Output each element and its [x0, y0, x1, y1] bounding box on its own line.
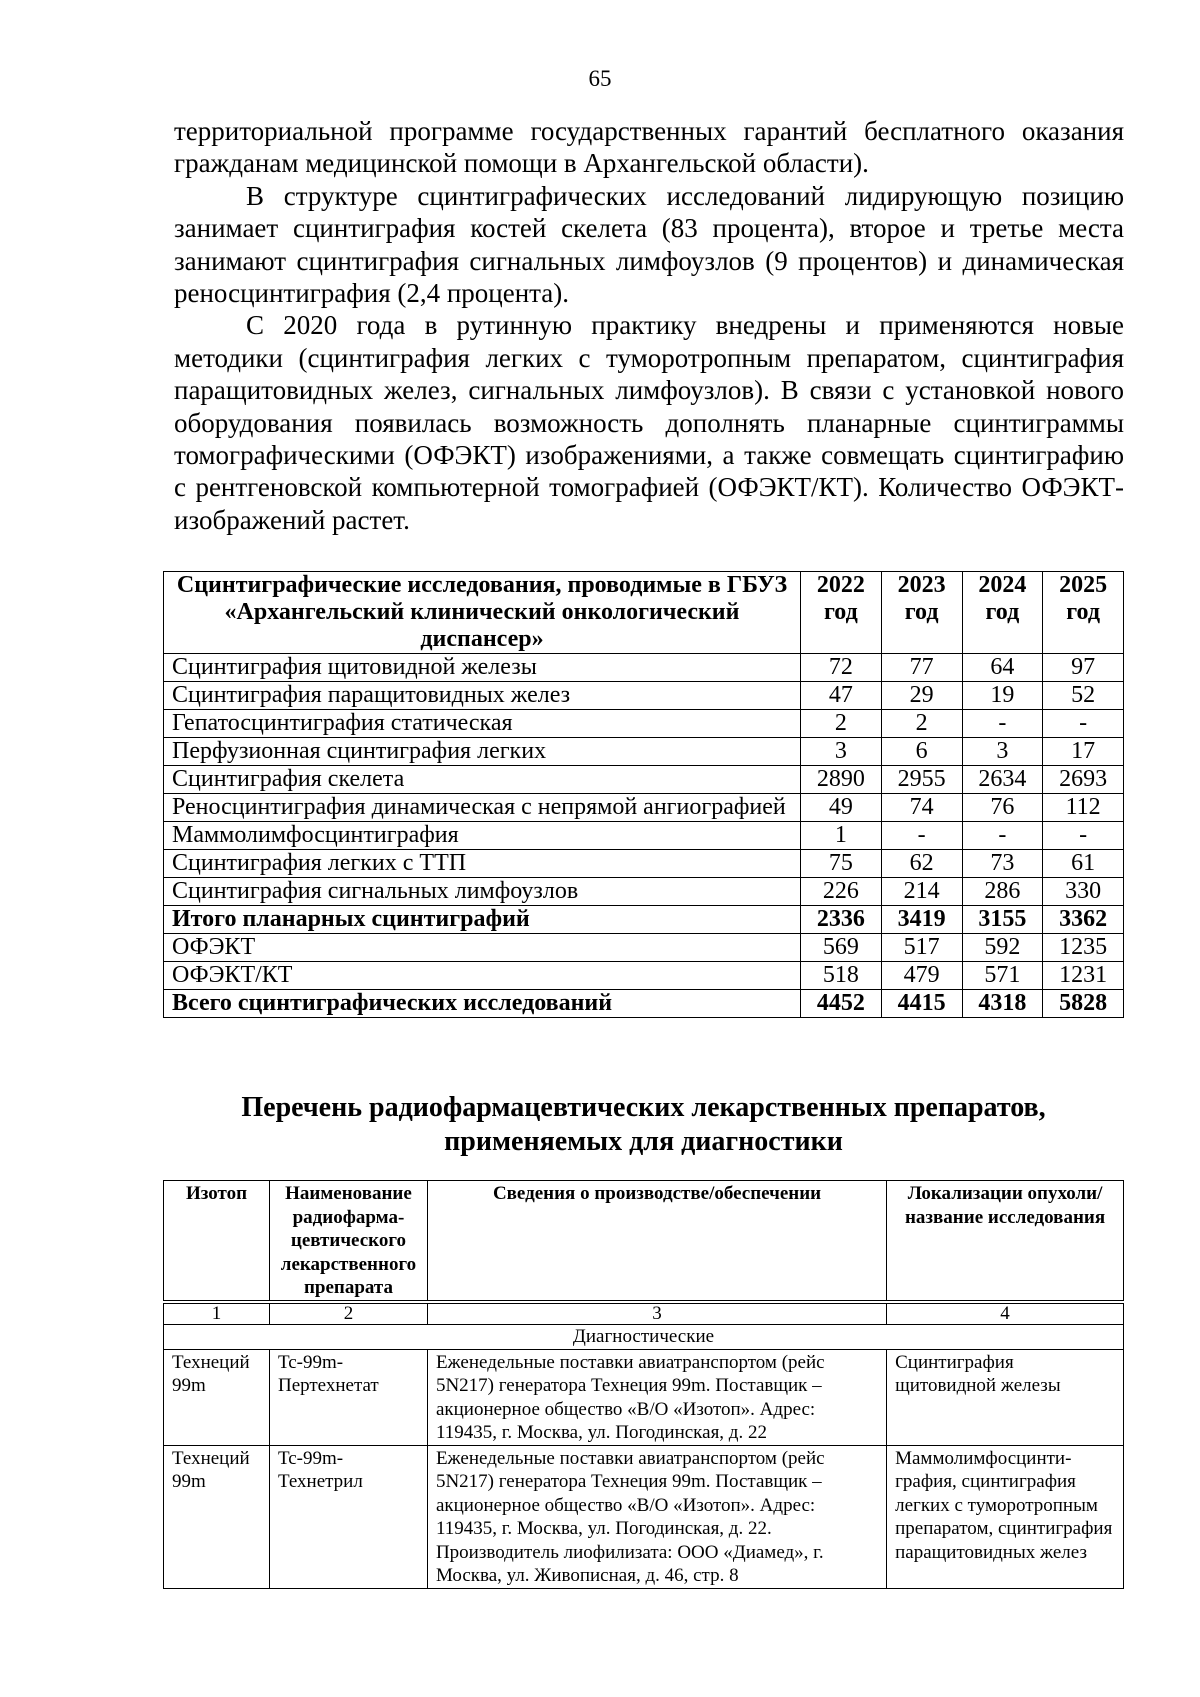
page-number: 65: [588, 66, 612, 91]
header-cell: Сцинтиграфические исследования, проводимые в ГБУЗ «Архангельский клинический онкологический диспансер»: [164, 572, 801, 654]
table-row: [164, 906, 1124, 934]
table-row: [164, 990, 1124, 1018]
value-cell: 2336: [801, 906, 882, 934]
value-cell: 1235: [1043, 934, 1124, 962]
table-row: [164, 850, 1124, 878]
value-cell: 29: [881, 682, 962, 710]
header-cell: 2022 год: [801, 572, 882, 654]
value-cell: 97: [1043, 654, 1124, 682]
table-row: [164, 794, 1124, 822]
value-cell: -: [962, 822, 1043, 850]
table-row: [164, 962, 1124, 990]
value-cell: 47: [801, 682, 882, 710]
header-cell: Наименование радиофарма-цевтического лекарственного препарата: [269, 1181, 427, 1301]
value-cell: 17: [1043, 738, 1124, 766]
value-cell: 517: [881, 934, 962, 962]
value-cell: 4318: [962, 990, 1043, 1018]
row-label: Сцинтиграфия щитовидной железы: [164, 654, 801, 682]
value-cell: 286: [962, 878, 1043, 906]
row-label: Гепатосцинтиграфия статическая: [164, 710, 801, 738]
value-cell: 330: [1043, 878, 1124, 906]
column-number-row: [164, 1303, 1124, 1324]
value-cell: 1231: [1043, 962, 1124, 990]
value-cell: 3: [962, 738, 1043, 766]
row-label: Маммолимфосцинтиграфия: [164, 822, 801, 850]
cell-isotope: Технеций 99m: [164, 1349, 270, 1445]
value-cell: 74: [881, 794, 962, 822]
cell-isotope: Технеций 99m: [164, 1445, 270, 1588]
header-cell: 2023 год: [881, 572, 962, 654]
value-cell: 4415: [881, 990, 962, 1018]
section-row: [164, 1324, 1124, 1349]
value-cell: 3155: [962, 906, 1043, 934]
value-cell: -: [962, 710, 1043, 738]
value-cell: 75: [801, 850, 882, 878]
value-cell: 3: [801, 738, 882, 766]
table-row: [164, 934, 1124, 962]
column-number: 4: [887, 1303, 1124, 1324]
row-label: Сцинтиграфия паращитовидных желез: [164, 682, 801, 710]
paragraph: В структуре сцинтиграфических исследований лидирующую позицию занимает сцинтиграфия костей скелета (83 процента), второе и третье места занимают сцинтиграфия сигнальных лимфоузлов (9 процентов) и динамическая реносцинтиграфия (2,4 процента).: [174, 180, 1124, 309]
value-cell: -: [881, 822, 962, 850]
value-cell: 3419: [881, 906, 962, 934]
table-header-row: [164, 572, 1124, 654]
value-cell: 518: [801, 962, 882, 990]
value-cell: 2890: [801, 766, 882, 794]
cell-supply: Еженедельные поставки авиатранспортом (рейс 5N217) генератора Технеция 99m. Поставщик – акционерное общество «В/О «Изотоп». Адрес: 119435, г. Москва, ул. Погодинская, д. 22. Производитель лиофилизата: ООО «Диамед», г. Москва, ул. Живописная, д. 46, стр. 8: [427, 1445, 886, 1588]
value-cell: 3362: [1043, 906, 1124, 934]
cell-supply: Еженедельные поставки авиатранспортом (рейс 5N217) генератора Технеция 99m. Поставщик – акционерное общество «В/О «Изотоп». Адрес: 119435, г. Москва, ул. Погодинская, д. 22: [427, 1349, 886, 1445]
header-cell: Локализации опухоли/ название исследования: [887, 1181, 1124, 1301]
value-cell: 61: [1043, 850, 1124, 878]
value-cell: 4452: [801, 990, 882, 1018]
table-row: [164, 738, 1124, 766]
section-label: Диагностические: [164, 1324, 1124, 1349]
value-cell: 6: [881, 738, 962, 766]
row-label: Всего сцинтиграфических исследований: [164, 990, 801, 1018]
value-cell: 112: [1043, 794, 1124, 822]
value-cell: 2693: [1043, 766, 1124, 794]
row-label: Сцинтиграфия сигнальных лимфоузлов: [164, 878, 801, 906]
cell-drug: Tc-99m-Пертехнетат: [269, 1349, 427, 1445]
row-label: Сцинтиграфия скелета: [164, 766, 801, 794]
table-row: [164, 878, 1124, 906]
value-cell: 76: [962, 794, 1043, 822]
table-row: [164, 654, 1124, 682]
value-cell: -: [1043, 822, 1124, 850]
row-label: Реносцинтиграфия динамическая с непрямой ангиографией: [164, 794, 801, 822]
header-cell: 2024 год: [962, 572, 1043, 654]
list-title-line: применяемых для диагностики: [444, 1126, 843, 1157]
value-cell: 592: [962, 934, 1043, 962]
value-cell: 2: [801, 710, 882, 738]
row-label: ОФЭКТ/КТ: [164, 962, 801, 990]
row-label: Итого планарных сцинтиграфий: [164, 906, 801, 934]
scintigraphy-table: [163, 571, 1124, 1018]
table-row: [164, 682, 1124, 710]
value-cell: 49: [801, 794, 882, 822]
value-cell: 64: [962, 654, 1043, 682]
value-cell: 77: [881, 654, 962, 682]
table-row: [164, 1349, 1124, 1445]
header-cell: Сведения о производстве/обеспечении: [427, 1181, 886, 1301]
value-cell: 1: [801, 822, 882, 850]
paragraph: территориальной программе государственных гарантий бесплатного оказания гражданам медицинской помощи в Архангельской области).: [174, 116, 1124, 179]
body-text: [174, 115, 1124, 536]
list-title-line: Перечень радиофармацевтических лекарственных препаратов,: [241, 1092, 1046, 1123]
value-cell: 569: [801, 934, 882, 962]
column-number: 3: [427, 1303, 886, 1324]
header-cell: Изотоп: [164, 1181, 270, 1301]
table-row: [164, 1445, 1124, 1588]
value-cell: 73: [962, 850, 1043, 878]
value-cell: 2955: [881, 766, 962, 794]
value-cell: 479: [881, 962, 962, 990]
table-row: [164, 710, 1124, 738]
value-cell: 2: [881, 710, 962, 738]
table-row: [164, 766, 1124, 794]
value-cell: 62: [881, 850, 962, 878]
cell-drug: Tc-99m-Технетрил: [269, 1445, 427, 1588]
value-cell: 226: [801, 878, 882, 906]
value-cell: 214: [881, 878, 962, 906]
column-number: 1: [164, 1303, 270, 1324]
list-title: [163, 1091, 1124, 1159]
value-cell: 19: [962, 682, 1043, 710]
value-cell: -: [1043, 710, 1124, 738]
value-cell: 5828: [1043, 990, 1124, 1018]
value-cell: 571: [962, 962, 1043, 990]
value-cell: 52: [1043, 682, 1124, 710]
table-row: [164, 822, 1124, 850]
radiopharmaceutical-table: [163, 1180, 1124, 1589]
header-cell: 2025 год: [1043, 572, 1124, 654]
column-number: 2: [269, 1303, 427, 1324]
cell-study: Сцинтиграфия щитовидной железы: [887, 1349, 1124, 1445]
row-label: Перфузионная сцинтиграфия легких: [164, 738, 801, 766]
value-cell: 72: [801, 654, 882, 682]
paragraph: С 2020 года в рутинную практику внедрены и применяются новые методики (сцинтиграфия легких с туморотропным препаратом, сцинтиграфия паращитовидных желез, сигнальных лимфоузлов). В связи с установкой нового оборудования появилась возможность дополнять планарные сцинтиграммы томографическими (ОФЭКТ) изображениями, а также совмещать сцинтиграфию с рентгеновской компьютерной томографией (ОФЭКТ/КТ). Количество ОФЭКТ-изображений растет.: [174, 310, 1124, 535]
cell-study: Маммолимфосцинти-графия, сцинтиграфия легких с туморотропным препаратом, сцинтиграфия паращитовидных желез: [887, 1445, 1124, 1588]
value-cell: 2634: [962, 766, 1043, 794]
row-label: ОФЭКТ: [164, 934, 801, 962]
row-label: Сцинтиграфия легких с ТТП: [164, 850, 801, 878]
table-header-row: [164, 1181, 1124, 1301]
